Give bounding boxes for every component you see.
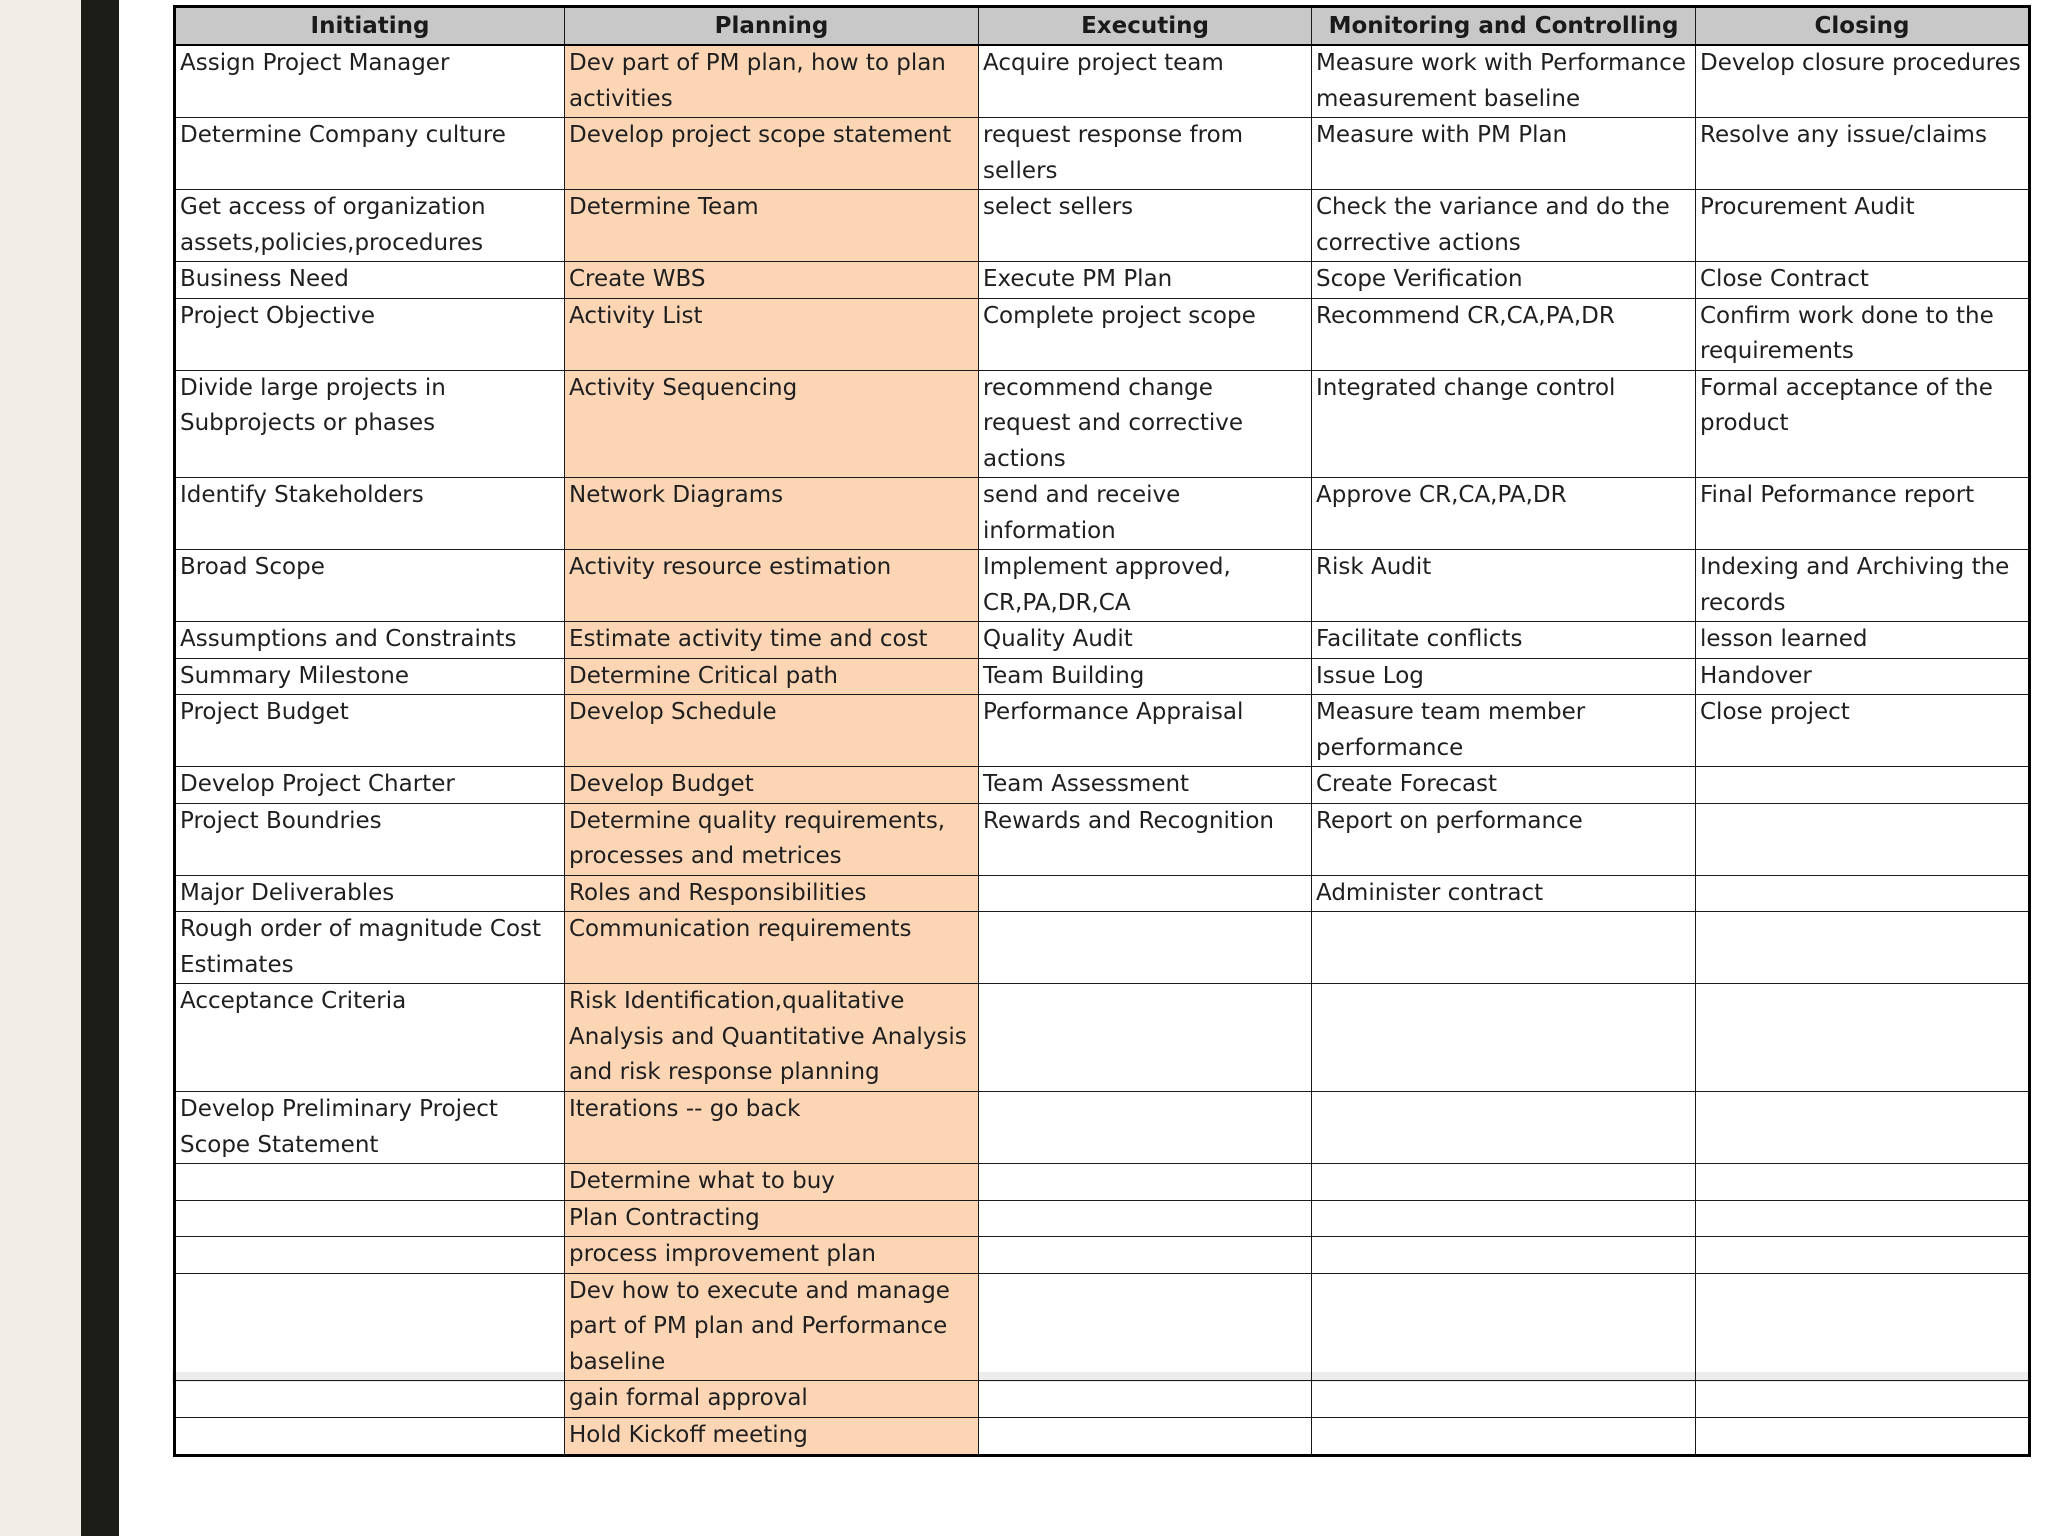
- monitoring-cell: Scope Verification: [1312, 262, 1696, 299]
- planning-cell: Activity List: [565, 298, 979, 370]
- initiating-cell: [175, 1237, 565, 1274]
- executing-cell: Performance Appraisal: [979, 695, 1312, 767]
- table-row: [175, 298, 2030, 370]
- closing-cell: [1696, 803, 2030, 875]
- closing-cell: [1696, 1164, 2030, 1201]
- planning-cell: Network Diagrams: [565, 478, 979, 550]
- closing-cell: [1696, 1092, 2030, 1164]
- table-row: [175, 262, 2030, 299]
- monitoring-cell: [1312, 1418, 1696, 1456]
- table-row: [175, 1200, 2030, 1237]
- executing-cell: [979, 912, 1312, 984]
- closing-cell: lesson learned: [1696, 622, 2030, 659]
- closing-cell: [1696, 767, 2030, 804]
- planning-cell: Risk Identification,qualitative Analysis and Quantitative Analysis and risk response planning: [565, 984, 979, 1092]
- closing-cell: [1696, 1237, 2030, 1274]
- table-row: [175, 370, 2030, 478]
- initiating-cell: Business Need: [175, 262, 565, 299]
- executing-cell: [979, 1381, 1312, 1418]
- closing-cell: Formal acceptance of the product: [1696, 370, 2030, 478]
- initiating-cell: Divide large projects in Subprojects or phases: [175, 370, 565, 478]
- planning-cell: process improvement plan: [565, 1237, 979, 1274]
- initiating-cell: Major Deliverables: [175, 875, 565, 912]
- planning-cell: Develop Schedule: [565, 695, 979, 767]
- planning-cell: Develop project scope statement: [565, 118, 979, 190]
- table-row: [175, 1237, 2030, 1274]
- planning-cell: Develop Budget: [565, 767, 979, 804]
- closing-cell: [1696, 984, 2030, 1092]
- monitoring-cell: [1312, 1164, 1696, 1201]
- executing-cell: Acquire project team: [979, 45, 1312, 118]
- closing-cell: [1696, 1200, 2030, 1237]
- planning-cell: Dev part of PM plan, how to plan activities: [565, 45, 979, 118]
- executing-cell: [979, 1273, 1312, 1381]
- planning-cell: Activity resource estimation: [565, 550, 979, 622]
- monitoring-cell: [1312, 984, 1696, 1092]
- table-row: [175, 767, 2030, 804]
- initiating-cell: Summary Milestone: [175, 658, 565, 695]
- initiating-cell: Get access of organization assets,policies,procedures: [175, 190, 565, 262]
- initiating-cell: Determine Company culture: [175, 118, 565, 190]
- initiating-cell: Project Objective: [175, 298, 565, 370]
- table-row: [175, 550, 2030, 622]
- planning-cell: Dev how to execute and manage part of PM plan and Performance baseline: [565, 1273, 979, 1381]
- monitoring-cell: [1312, 912, 1696, 984]
- table-row: [175, 912, 2030, 984]
- initiating-cell: Project Budget: [175, 695, 565, 767]
- table-row: [175, 1164, 2030, 1201]
- initiating-cell: Develop Preliminary Project Scope Statement: [175, 1092, 565, 1164]
- closing-cell: Handover: [1696, 658, 2030, 695]
- executing-cell: Execute PM Plan: [979, 262, 1312, 299]
- planning-cell: Roles and Responsibilities: [565, 875, 979, 912]
- monitoring-cell: [1312, 1092, 1696, 1164]
- monitoring-cell: [1312, 1381, 1696, 1418]
- header-monitoring-controlling: Monitoring and Controlling: [1312, 7, 1696, 46]
- monitoring-cell: Recommend CR,CA,PA,DR: [1312, 298, 1696, 370]
- executing-cell: [979, 1164, 1312, 1201]
- executing-cell: [979, 1092, 1312, 1164]
- planning-cell: Determine Team: [565, 190, 979, 262]
- executing-cell: recommend change request and corrective actions: [979, 370, 1312, 478]
- monitoring-cell: Measure team member performance: [1312, 695, 1696, 767]
- monitoring-cell: Approve CR,CA,PA,DR: [1312, 478, 1696, 550]
- planning-cell: Plan Contracting: [565, 1200, 979, 1237]
- initiating-cell: [175, 1273, 565, 1381]
- closing-cell: [1696, 875, 2030, 912]
- table-row: [175, 1273, 2030, 1381]
- executing-cell: Team Assessment: [979, 767, 1312, 804]
- table-row: [175, 1418, 2030, 1456]
- closing-cell: [1696, 912, 2030, 984]
- table-row: [175, 478, 2030, 550]
- process-phase-table: [173, 5, 2031, 1457]
- monitoring-cell: Administer contract: [1312, 875, 1696, 912]
- closing-cell: Resolve any issue/claims: [1696, 118, 2030, 190]
- executing-cell: [979, 1200, 1312, 1237]
- closing-cell: Develop closure procedures: [1696, 45, 2030, 118]
- initiating-cell: Acceptance Criteria: [175, 984, 565, 1092]
- planning-cell: Create WBS: [565, 262, 979, 299]
- initiating-cell: [175, 1381, 565, 1418]
- closing-cell: Close project: [1696, 695, 2030, 767]
- initiating-cell: [175, 1200, 565, 1237]
- planning-cell: Determine Critical path: [565, 658, 979, 695]
- executing-cell: select sellers: [979, 190, 1312, 262]
- header-closing: Closing: [1696, 7, 2030, 46]
- monitoring-cell: Report on performance: [1312, 803, 1696, 875]
- planning-cell: gain formal approval: [565, 1381, 979, 1418]
- monitoring-cell: Create Forecast: [1312, 767, 1696, 804]
- table-row: [175, 658, 2030, 695]
- initiating-cell: [175, 1164, 565, 1201]
- monitoring-cell: [1312, 1237, 1696, 1274]
- closing-cell: Indexing and Archiving the records: [1696, 550, 2030, 622]
- planning-cell: Determine quality requirements, processes and metrices: [565, 803, 979, 875]
- table-row: [175, 803, 2030, 875]
- header-row: [175, 7, 2030, 46]
- executing-cell: [979, 1418, 1312, 1456]
- monitoring-cell: Measure with PM Plan: [1312, 118, 1696, 190]
- table-body: [175, 45, 2030, 1456]
- planning-cell: Estimate activity time and cost: [565, 622, 979, 659]
- closing-cell: Procurement Audit: [1696, 190, 2030, 262]
- initiating-cell: Assign Project Manager: [175, 45, 565, 118]
- monitoring-cell: Risk Audit: [1312, 550, 1696, 622]
- executing-cell: Rewards and Recognition: [979, 803, 1312, 875]
- initiating-cell: Develop Project Charter: [175, 767, 565, 804]
- planning-cell: Determine what to buy: [565, 1164, 979, 1201]
- table-row: [175, 118, 2030, 190]
- table-row: [175, 1381, 2030, 1418]
- header-planning: Planning: [565, 7, 979, 46]
- table-row: [175, 1092, 2030, 1164]
- closing-cell: Final Peformance report: [1696, 478, 2030, 550]
- planning-cell: Iterations -- go back: [565, 1092, 979, 1164]
- table-row: [175, 984, 2030, 1092]
- left-sidebar-bar: [81, 0, 119, 1536]
- monitoring-cell: Integrated change control: [1312, 370, 1696, 478]
- executing-cell: send and receive information: [979, 478, 1312, 550]
- executing-cell: request response from sellers: [979, 118, 1312, 190]
- executing-cell: [979, 875, 1312, 912]
- monitoring-cell: Issue Log: [1312, 658, 1696, 695]
- monitoring-cell: Check the variance and do the corrective actions: [1312, 190, 1696, 262]
- executing-cell: Team Building: [979, 658, 1312, 695]
- table-row: [175, 695, 2030, 767]
- closing-cell: Confirm work done to the requirements: [1696, 298, 2030, 370]
- closing-cell: Close Contract: [1696, 262, 2030, 299]
- initiating-cell: Assumptions and Constraints: [175, 622, 565, 659]
- closing-cell: [1696, 1273, 2030, 1381]
- monitoring-cell: [1312, 1200, 1696, 1237]
- initiating-cell: Project Boundries: [175, 803, 565, 875]
- closing-cell: [1696, 1418, 2030, 1456]
- monitoring-cell: [1312, 1273, 1696, 1381]
- table-row: [175, 622, 2030, 659]
- planning-cell: Activity Sequencing: [565, 370, 979, 478]
- table-row: [175, 45, 2030, 118]
- table-row: [175, 190, 2030, 262]
- planning-cell: Communication requirements: [565, 912, 979, 984]
- executing-cell: [979, 1237, 1312, 1274]
- monitoring-cell: Facilitate conflicts: [1312, 622, 1696, 659]
- closing-cell: [1696, 1381, 2030, 1418]
- planning-cell: Hold Kickoff meeting: [565, 1418, 979, 1456]
- header-executing: Executing: [979, 7, 1312, 46]
- table-row: [175, 875, 2030, 912]
- executing-cell: Quality Audit: [979, 622, 1312, 659]
- executing-cell: Complete project scope: [979, 298, 1312, 370]
- initiating-cell: Rough order of magnitude Cost Estimates: [175, 912, 565, 984]
- monitoring-cell: Measure work with Performance measurement baseline: [1312, 45, 1696, 118]
- initiating-cell: [175, 1418, 565, 1456]
- initiating-cell: Broad Scope: [175, 550, 565, 622]
- executing-cell: Implement approved, CR,PA,DR,CA: [979, 550, 1312, 622]
- executing-cell: [979, 984, 1312, 1092]
- initiating-cell: Identify Stakeholders: [175, 478, 565, 550]
- header-initiating: Initiating: [175, 7, 565, 46]
